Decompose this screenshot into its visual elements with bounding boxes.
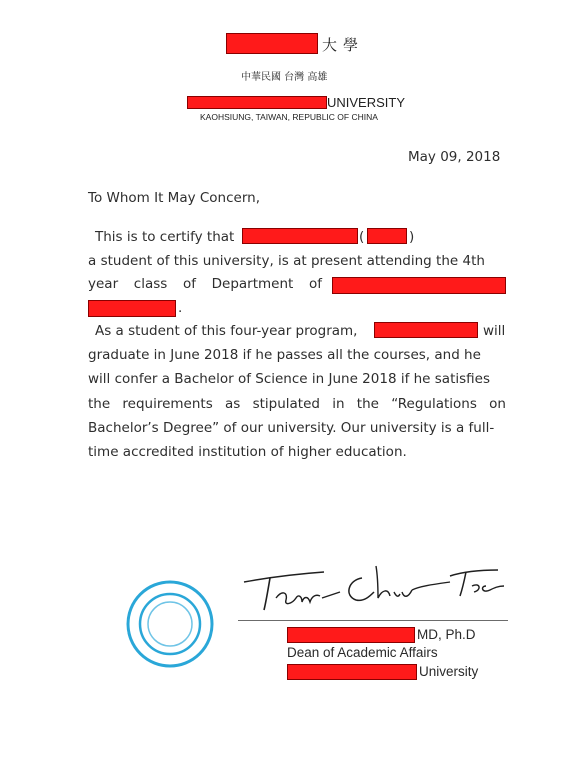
para1-period: .	[178, 300, 183, 316]
para2-line5: Bachelor’s Degree” of our university. Our university is a full-	[88, 420, 495, 436]
word: requirements	[122, 396, 213, 412]
redacted-university-name-cjk	[226, 33, 318, 54]
signature-line	[238, 620, 508, 621]
word: as	[225, 396, 241, 412]
word: stipulated	[252, 396, 320, 412]
word: of	[308, 276, 322, 292]
redacted-dean-name	[287, 627, 415, 643]
redacted-university-name-sig	[287, 664, 417, 680]
para1-line2: a student of this university, is at present attending the 4th	[88, 253, 485, 269]
word: class	[133, 276, 168, 292]
word: the	[356, 396, 379, 412]
salutation: To Whom It May Concern,	[88, 190, 261, 206]
para2-line1-prefix: As a student of this four-year program,	[95, 323, 358, 339]
para2-line2: graduate in June 2018 if he passes all the courses, and he	[88, 347, 481, 363]
para2-line4	[88, 396, 506, 412]
dean-degree: MD, Ph.D	[417, 627, 476, 642]
para1-line3	[88, 276, 322, 292]
letterhead-location-cjk: 中華民國 台灣 高雄	[241, 72, 328, 83]
letterhead-location-en: KAOHSIUNG, TAIWAN, REPUBLIC OF CHINA	[200, 112, 378, 122]
official-seal-icon	[124, 578, 216, 670]
signature-university: University	[419, 664, 479, 679]
word: year	[88, 276, 119, 292]
redacted-student-name	[242, 228, 358, 244]
letterhead-university-cjk: 大學	[322, 36, 365, 54]
redacted-university-name-en	[187, 96, 327, 109]
redacted-department-name-cont	[88, 300, 176, 317]
word: the	[88, 396, 111, 412]
word: “Regulations	[391, 396, 477, 412]
word: Department	[211, 276, 294, 292]
word: on	[489, 396, 506, 412]
para1-paren-close: )	[409, 229, 415, 245]
para1-line1-prefix: This is to certify that	[95, 229, 235, 245]
para1-paren-open: (	[359, 229, 365, 245]
redacted-department-name	[332, 277, 506, 294]
para2-line1-suffix: will	[483, 323, 506, 339]
letterhead-university-en: UNIVERSITY	[327, 95, 406, 110]
dean-title: Dean of Academic Affairs	[287, 645, 438, 660]
redacted-student-name-2	[374, 322, 478, 338]
letter-date: May 09, 2018	[408, 149, 501, 165]
handwritten-signature	[236, 556, 516, 618]
para2-line6: time accredited institution of higher education.	[88, 444, 407, 460]
redacted-student-id	[367, 228, 407, 244]
para2-line3: will confer a Bachelor of Science in June 2018 if he satisfies	[88, 371, 490, 387]
word: in	[332, 396, 345, 412]
word: of	[182, 276, 196, 292]
